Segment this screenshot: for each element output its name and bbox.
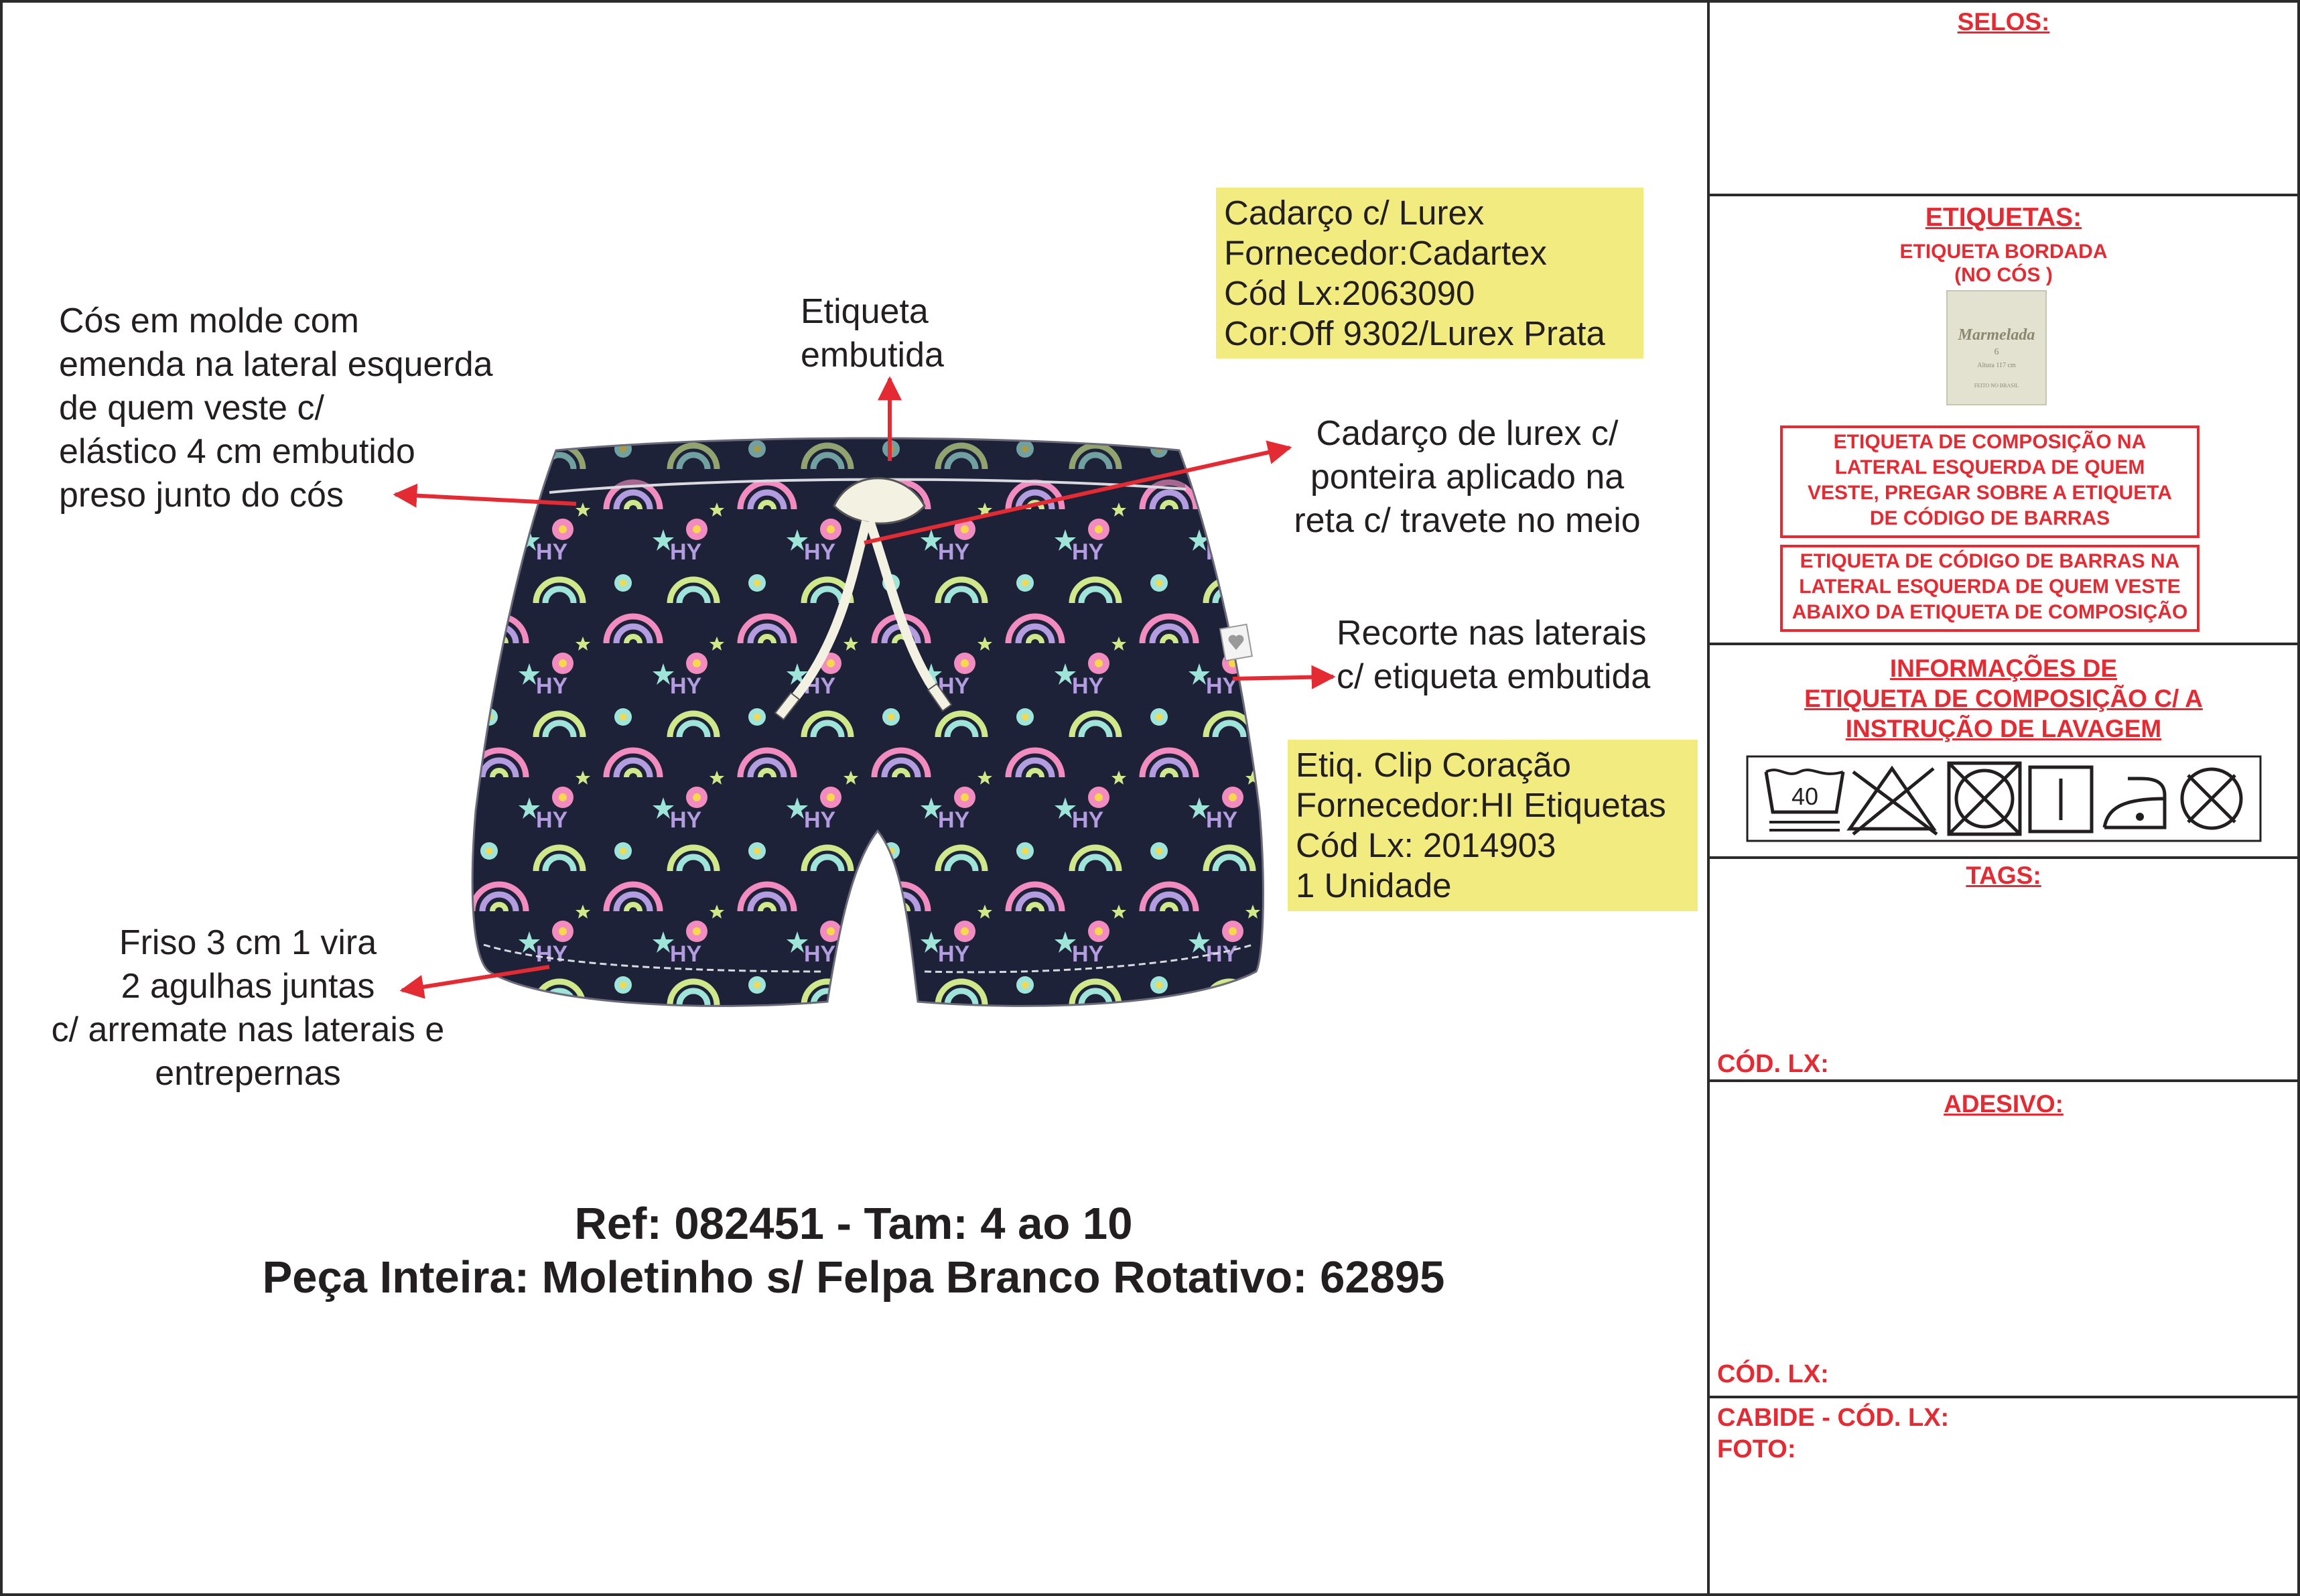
selos-title: SELOS:	[1957, 8, 2050, 36]
supplier-line: Etiq. Clip Coração	[1296, 746, 1572, 784]
product-ref: Ref: 082451 - Tam: 4 ao 10	[574, 1199, 1133, 1249]
callout-line: reta c/ travete no meio	[1294, 501, 1641, 540]
foto-label: FOTO:	[1717, 1435, 1796, 1463]
callout-line: Etiqueta	[801, 292, 929, 331]
callout-line: 2 agulhas juntas	[121, 967, 375, 1006]
embroidered-label-sample	[1946, 290, 2047, 405]
composicao-line: ETIQUETA DE COMPOSIÇÃO NA	[1833, 431, 2147, 453]
informacoes-line: ETIQUETA DE COMPOSIÇÃO C/ A	[1804, 685, 2203, 712]
callout-friso	[20, 921, 476, 1095]
divider-informacoes	[1707, 856, 2300, 859]
callout-line: Cós em molde com	[59, 302, 359, 340]
composicao-line: LATERAL ESQUERDA DE QUEM	[1834, 456, 2145, 478]
product-fabric: Peça Inteira: Moletinho s/ Felpa Branco Rotativo: 62895	[262, 1252, 1445, 1303]
callout-line: Recorte nas laterais	[1337, 614, 1647, 653]
composicao-line: VESTE, PREGAR SOBRE A ETIQUETA	[1808, 482, 2172, 504]
supplier-line: Fornecedor:Cadartex	[1224, 234, 1547, 272]
codigo-barras-box	[1780, 545, 2200, 632]
wash-temp: 40	[1791, 783, 1819, 810]
informacoes-line: INFORMAÇÕES DE	[1889, 655, 2118, 682]
callout-line: c/ arremate nas laterais e	[51, 1010, 445, 1049]
etiqueta-bordada-line: ETIQUETA BORDADA	[1899, 241, 2108, 263]
divider-adesivo	[1707, 1396, 2300, 1398]
callout-line: elástico 4 cm embutido	[59, 432, 415, 471]
composicao-box	[1780, 425, 2200, 538]
informacoes-line: INSTRUÇÃO DE LAVAGEM	[1845, 715, 2162, 742]
informacoes-title	[1710, 653, 2297, 744]
callout-line: ponteira aplicado na	[1310, 458, 1625, 496]
callout-line: embutida	[801, 336, 944, 375]
callout-recorte	[1337, 612, 1650, 699]
callout-cadarco-lurex	[1260, 412, 1675, 543]
supplier-line: 1 Unidade	[1296, 866, 1452, 905]
callout-line: emenda na lateral esquerda	[59, 345, 493, 384]
callout-cos	[59, 300, 493, 517]
callout-line: preso junto do cós	[59, 476, 344, 515]
adesivo-cod-lx: CÓD. LX:	[1717, 1360, 1829, 1388]
divider-etiquetas	[1707, 643, 2300, 645]
label-brand: Marmelada	[1958, 326, 2035, 344]
callout-line: entrepernas	[155, 1054, 341, 1093]
supplier-line: Cadarço c/ Lurex	[1224, 194, 1485, 232]
label-size: 6	[1994, 347, 1999, 357]
supplier-line: Cód Lx: 2014903	[1296, 826, 1556, 864]
callout-line: c/ etiqueta embutida	[1337, 657, 1651, 696]
divider-selos	[1707, 194, 2300, 196]
supplier-box-cadarco	[1216, 188, 1643, 358]
cabide-cod-lx: CABIDE - CÓD. LX:	[1717, 1404, 1950, 1432]
etiqueta-bordada	[1710, 240, 2297, 287]
etiquetas-title: ETIQUETAS:	[1925, 203, 2082, 232]
callout-etiqueta-embutida	[801, 290, 944, 377]
tags-title: TAGS:	[1966, 862, 2041, 889]
codigo-barras-line: ETIQUETA DE CÓDIGO DE BARRAS NA	[1800, 550, 2180, 572]
care-symbols	[1746, 755, 2262, 842]
divider-tags	[1707, 1079, 2300, 1082]
label-footer: FEITO NO BRASIL	[1974, 383, 2019, 389]
callout-line: de quem veste c/	[59, 389, 324, 427]
supplier-line: Fornecedor:HI Etiquetas	[1296, 786, 1666, 824]
label-small-text: Altura 117 cm	[1977, 362, 2016, 369]
callout-line: Cadarço de lurex c/	[1316, 414, 1619, 453]
composicao-line: DE CÓDIGO DE BARRAS	[1869, 507, 2110, 529]
callout-line: Friso 3 cm 1 vira	[119, 923, 377, 962]
codigo-barras-line: ABAIXO DA ETIQUETA DE COMPOSIÇÃO	[1791, 601, 2188, 623]
tags-cod-lx: CÓD. LX:	[1717, 1050, 1829, 1078]
supplier-line: Cód Lx:2063090	[1224, 274, 1475, 312]
supplier-line: Cor:Off 9302/Lurex Prata	[1224, 314, 1605, 352]
supplier-box-clip	[1288, 740, 1698, 911]
adesivo-title: ADESIVO:	[1944, 1090, 2064, 1118]
etiqueta-bordada-line: (NO CÓS )	[1954, 264, 2053, 286]
codigo-barras-line: LATERAL ESQUERDA DE QUEM VESTE	[1799, 576, 2181, 598]
